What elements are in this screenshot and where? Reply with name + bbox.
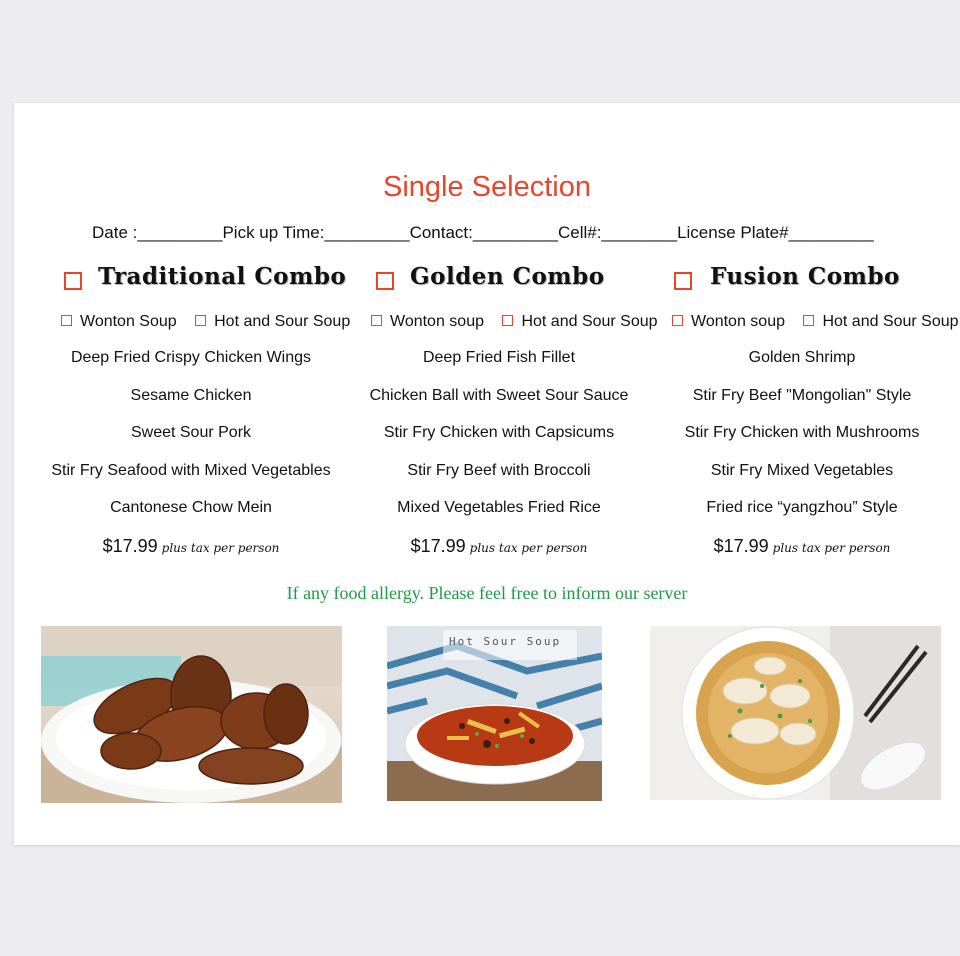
- combo-name: Golden Combo: [410, 263, 605, 290]
- order-info-line: Date :_________Pick up Time:_________Contact:_________Cell#:________License Plate#_________: [92, 223, 874, 242]
- menu-item: Deep Fried Fish Fillet: [422, 349, 576, 366]
- price-note: plus tax per person: [772, 540, 891, 555]
- combo-checkbox-traditional[interactable]: [64, 272, 82, 290]
- combo-name: Fusion Combo: [710, 263, 900, 290]
- soup-checkbox-wonton[interactable]: [672, 315, 683, 326]
- combo-header: [642, 263, 960, 303]
- soup-label: Hot and Sour Soup: [822, 313, 959, 330]
- allergy-note: If any food allergy. Please feel free to inform our server: [286, 583, 688, 603]
- menu-item: Stir Fry Chicken with Mushrooms: [684, 424, 920, 441]
- menu-item: Sweet Sour Pork: [130, 424, 252, 441]
- soup-label: Wonton soup: [691, 313, 785, 330]
- menu-item: Fried rice “yangzhou” Style: [706, 499, 898, 516]
- chicken-wings-photo: [41, 626, 342, 803]
- menu-item: Stir Fry Seafood with Mixed Vegetables: [51, 461, 331, 479]
- combo-checkbox-fusion[interactable]: [674, 272, 692, 290]
- combo-header: [31, 263, 351, 303]
- price-amount: $17.99: [410, 535, 466, 556]
- menu-item: Stir Fry Mixed Vegetables: [710, 461, 894, 479]
- soup-options: [61, 313, 381, 339]
- menu-item: Golden Shrimp: [748, 349, 856, 366]
- menu-sheet: [14, 103, 960, 845]
- soup-checkbox-wonton[interactable]: [371, 315, 382, 326]
- soup-label: Hot and Sour Soup: [214, 313, 351, 330]
- soup-label: Hot and Sour Soup: [521, 313, 658, 330]
- soup-checkbox-wonton[interactable]: [61, 315, 72, 326]
- menu-item: Mixed Vegetables Fried Rice: [397, 499, 601, 516]
- price-amount: $17.99: [102, 535, 158, 556]
- menu-item: Chicken Ball with Sweet Sour Sauce: [369, 386, 629, 404]
- menu-item: Stir Fry Beef "Mongolian" Style: [692, 386, 912, 404]
- soup-options: [672, 313, 960, 339]
- menu-item: Sesame Chicken: [130, 386, 252, 404]
- soup-label: Wonton Soup: [80, 313, 177, 330]
- combo-header: [339, 263, 659, 303]
- price-note: plus tax per person: [469, 540, 588, 555]
- page-title: Single Selection: [383, 171, 591, 203]
- price-note: plus tax per person: [161, 540, 280, 555]
- combo-column-traditional: [31, 263, 351, 565]
- combo-price: [339, 527, 659, 565]
- soup-checkbox-hot-sour[interactable]: [195, 315, 206, 326]
- soup-checkbox-hot-sour[interactable]: [803, 315, 814, 326]
- combo-name: Traditional Combo: [98, 263, 347, 290]
- hot-sour-soup-photo: [387, 626, 602, 801]
- menu-item: Stir Fry Beef with Broccoli: [407, 461, 591, 479]
- combo-price: [31, 527, 351, 565]
- menu-item: Stir Fry Chicken with Capsicums: [383, 424, 615, 441]
- combo-column-golden: [339, 263, 659, 565]
- wonton-soup-photo: [650, 626, 941, 800]
- combo-column-fusion: [642, 263, 960, 565]
- combo-checkbox-golden[interactable]: [376, 272, 394, 290]
- menu-item: Cantonese Chow Mein: [110, 499, 272, 516]
- photo-caption: Hot Sour Soup: [449, 635, 562, 648]
- soup-checkbox-hot-sour[interactable]: [502, 315, 513, 326]
- price-amount: $17.99: [713, 535, 769, 556]
- combo-price: [642, 527, 960, 565]
- menu-item: Deep Fried Crispy Chicken Wings: [70, 349, 312, 366]
- soup-label: Wonton soup: [390, 313, 484, 330]
